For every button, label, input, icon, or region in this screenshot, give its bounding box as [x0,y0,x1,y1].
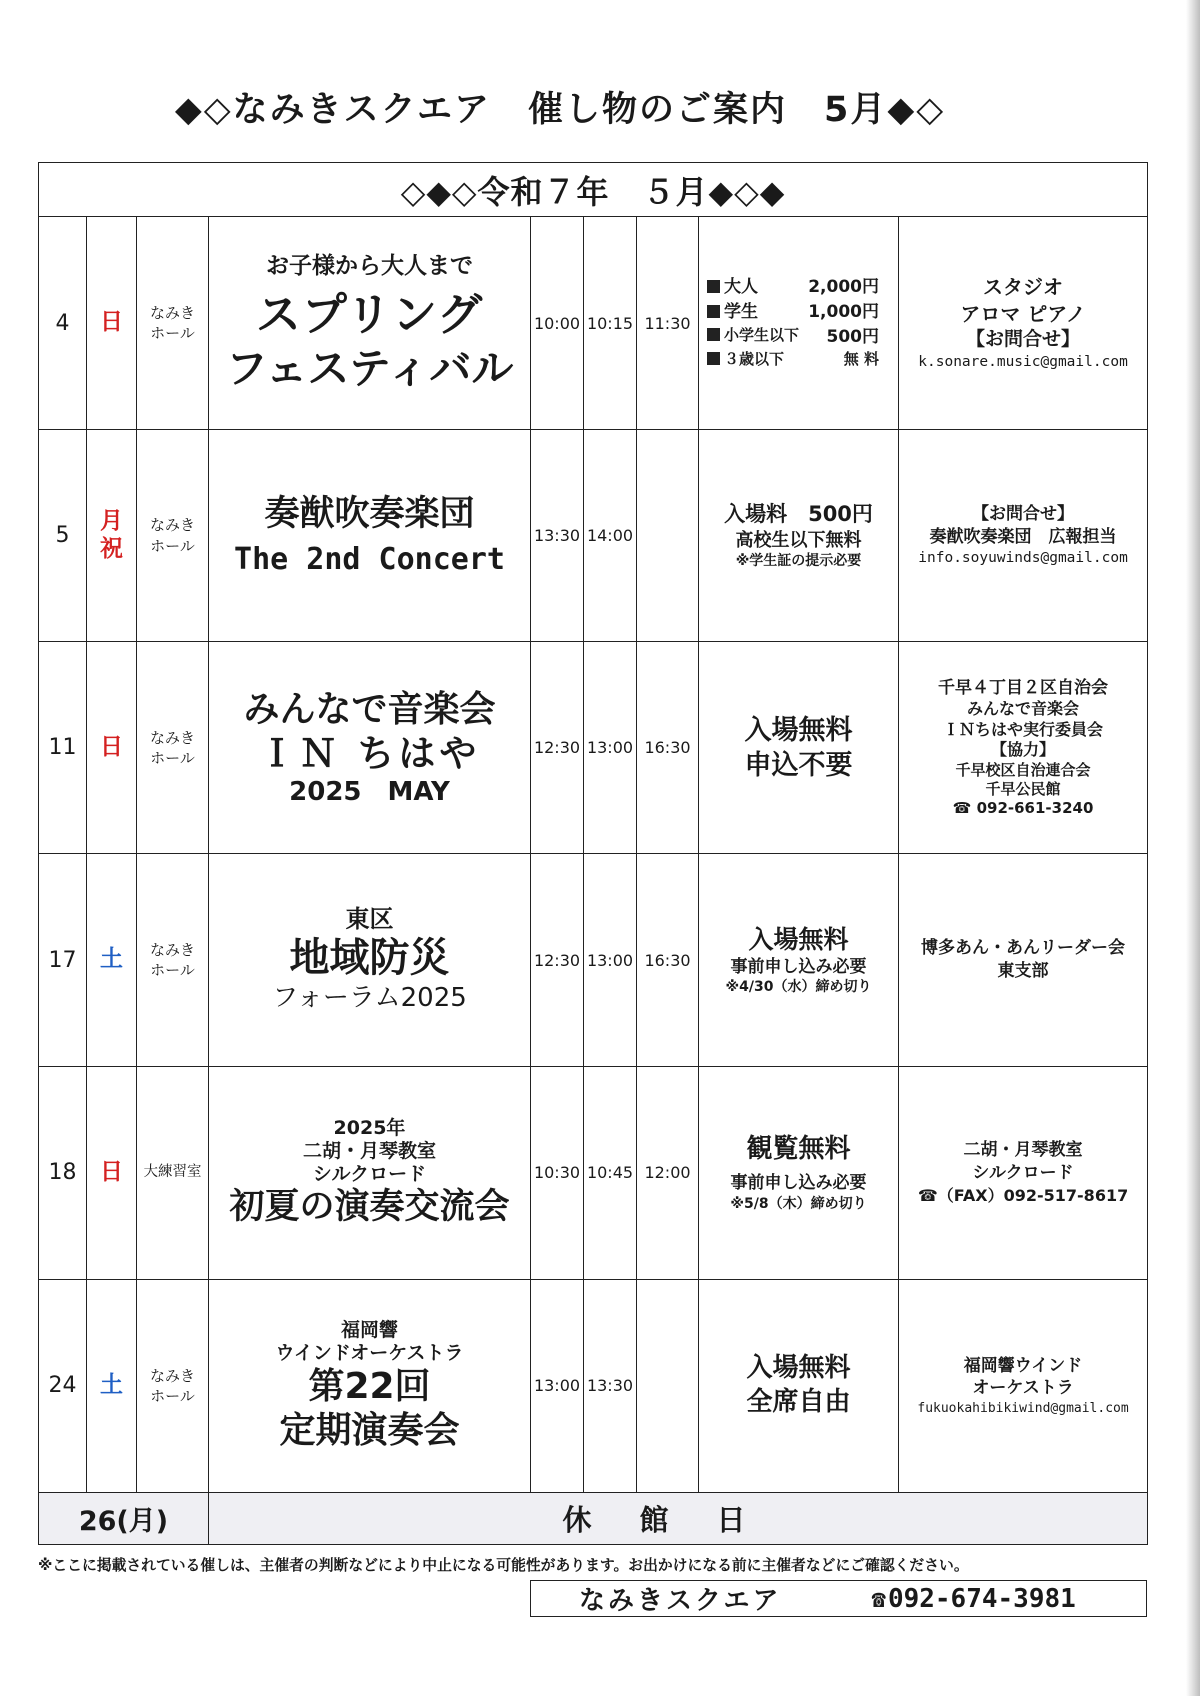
contact-phone: ☎（FAX）092-517-8617 [917,1185,1129,1205]
disclaimer-note: ※ここに掲載されている催しは、主催者の判断などにより中止になる可能性があります。お出かけになる前に主催者などにご確認ください。 [38,1557,969,1574]
month-header-row [39,163,1148,217]
time-start: 10:45 [584,1066,637,1279]
time-open: 13:00 [531,1279,584,1492]
time-start: 10:15 [584,217,637,430]
time-end: 11:30 [637,217,699,430]
page-edge-shadow [1186,0,1200,1696]
time-open: 10:30 [531,1066,584,1279]
event-title: 福岡響 ウインドオーケストラ 第22回 定期演奏会 [209,1279,531,1492]
footer-contact-box [530,1580,1147,1617]
event-venue: なみき ホール [137,217,209,430]
phone-icon: ☎ [871,1584,886,1613]
event-contact: スタジオ アロマ ピアノ 【お問合せ】 k.sonare.music@gmail.com [899,217,1148,430]
event-venue: なみき ホール [137,642,209,854]
event-contact: 福岡響ウインド オーケストラ fukuokahibikiwind@gmail.com [899,1279,1148,1492]
event-fee: 入場無料 全席自由 [699,1279,899,1492]
square-bullet-icon [707,305,720,318]
contact-email: k.sonare.music@gmail.com [918,353,1128,370]
event-day: 24 [39,1279,87,1492]
fee-item: ３歳以下 無 料 [707,349,898,371]
event-day: 11 [39,642,87,854]
square-bullet-icon [707,352,720,365]
event-row [39,642,1148,854]
footer-phone-number: 092-674-3981 [887,1583,1076,1614]
event-contact: 【お問合せ】 奏猷吹奏楽団 広報担当 info.soyuwinds@gmail.com [899,430,1148,642]
time-end [637,1279,699,1492]
event-weekday: 日 [87,217,137,430]
event-venue: 大練習室 [137,1066,209,1279]
event-title: 東区 地域防災 フォーラム2025 [209,854,531,1066]
footer-phone [871,1584,1075,1614]
time-start: 13:00 [584,854,637,1066]
event-contact: 二胡・月琴教室 シルクロード ☎（FAX）092-517-8617 [899,1066,1148,1279]
closed-label: 休館日 [209,1492,1148,1544]
event-row [39,1279,1148,1492]
event-title: みんなで音楽会 ＩＮ ちはや 2025 MAY [209,642,531,854]
closed-date: 26(月) [39,1492,209,1544]
event-row [39,430,1148,642]
square-bullet-icon [707,280,720,293]
month-header: ◇◆◇令和７年 ５月◆◇◆ [39,163,1148,217]
contact-email: fukuokahibikiwind@gmail.com [917,1400,1129,1416]
event-weekday: 土 [87,1279,137,1492]
closed-day-row [39,1492,1148,1544]
event-schedule-table [38,162,1148,1545]
time-open: 12:30 [531,642,584,854]
time-end: 16:30 [637,642,699,854]
time-open: 12:30 [531,854,584,1066]
fee-item: 学生 1,000円 [707,300,898,325]
event-fee [699,217,899,430]
event-title: 2025年 二胡・月琴教室 シルクロード 初夏の演奏交流会 [209,1066,531,1279]
event-venue: なみき ホール [137,854,209,1066]
event-weekday: 日 [87,1066,137,1279]
event-day: 5 [39,430,87,642]
fee-item: 大人 2,000円 [707,275,898,300]
event-weekday: 日 [87,642,137,854]
fee-item: 小学生以下 500円 [707,325,898,350]
event-fee: 入場無料 事前申し込み必要 ※4/30（水）締め切り [699,854,899,1066]
event-title: 奏猷吹奏楽団 The 2nd Concert [209,430,531,642]
event-weekday: 土 [87,854,137,1066]
contact-email: info.soyuwinds@gmail.com [918,549,1128,566]
time-start: 13:30 [584,1279,637,1492]
event-day: 17 [39,854,87,1066]
event-venue: なみき ホール [137,430,209,642]
event-contact: 博多あん・あんリーダー会 東支部 [899,854,1148,1066]
footer-name: なみきスクエア [579,1586,782,1616]
event-fee: 観覧無料 事前申し込み必要 ※5/8（木）締め切り [699,1066,899,1279]
event-fee: 入場料 500円 高校生以下無料 ※学生証の提示必要 [699,430,899,642]
event-day: 18 [39,1066,87,1279]
event-row [39,1066,1148,1279]
time-open: 10:00 [531,217,584,430]
time-end: 16:30 [637,854,699,1066]
event-title: お子様から大人まで スプリング フェスティバル [209,217,531,430]
event-venue: なみき ホール [137,1279,209,1492]
event-row [39,854,1148,1066]
time-end: 12:00 [637,1066,699,1279]
event-row [39,217,1148,430]
time-start: 14:00 [584,430,637,642]
event-weekday: 月 祝 [87,430,137,642]
square-bullet-icon [707,328,720,341]
page-title: ◆◇なみきスクエア 催し物のご案内 5月◆◇ [174,90,946,130]
event-day: 4 [39,217,87,430]
contact-phone: ☎ 092-661-3240 [952,799,1094,818]
time-end [637,430,699,642]
event-fee: 入場無料 申込不要 [699,642,899,854]
time-open: 13:30 [531,430,584,642]
time-start: 13:00 [584,642,637,854]
event-contact: 千早４丁目２区自治会 みんなで音楽会 ＩＮちはや実行委員会 【協力】 千早校区自治連合会 千早公民館 ☎ 092-661-3240 [899,642,1148,854]
